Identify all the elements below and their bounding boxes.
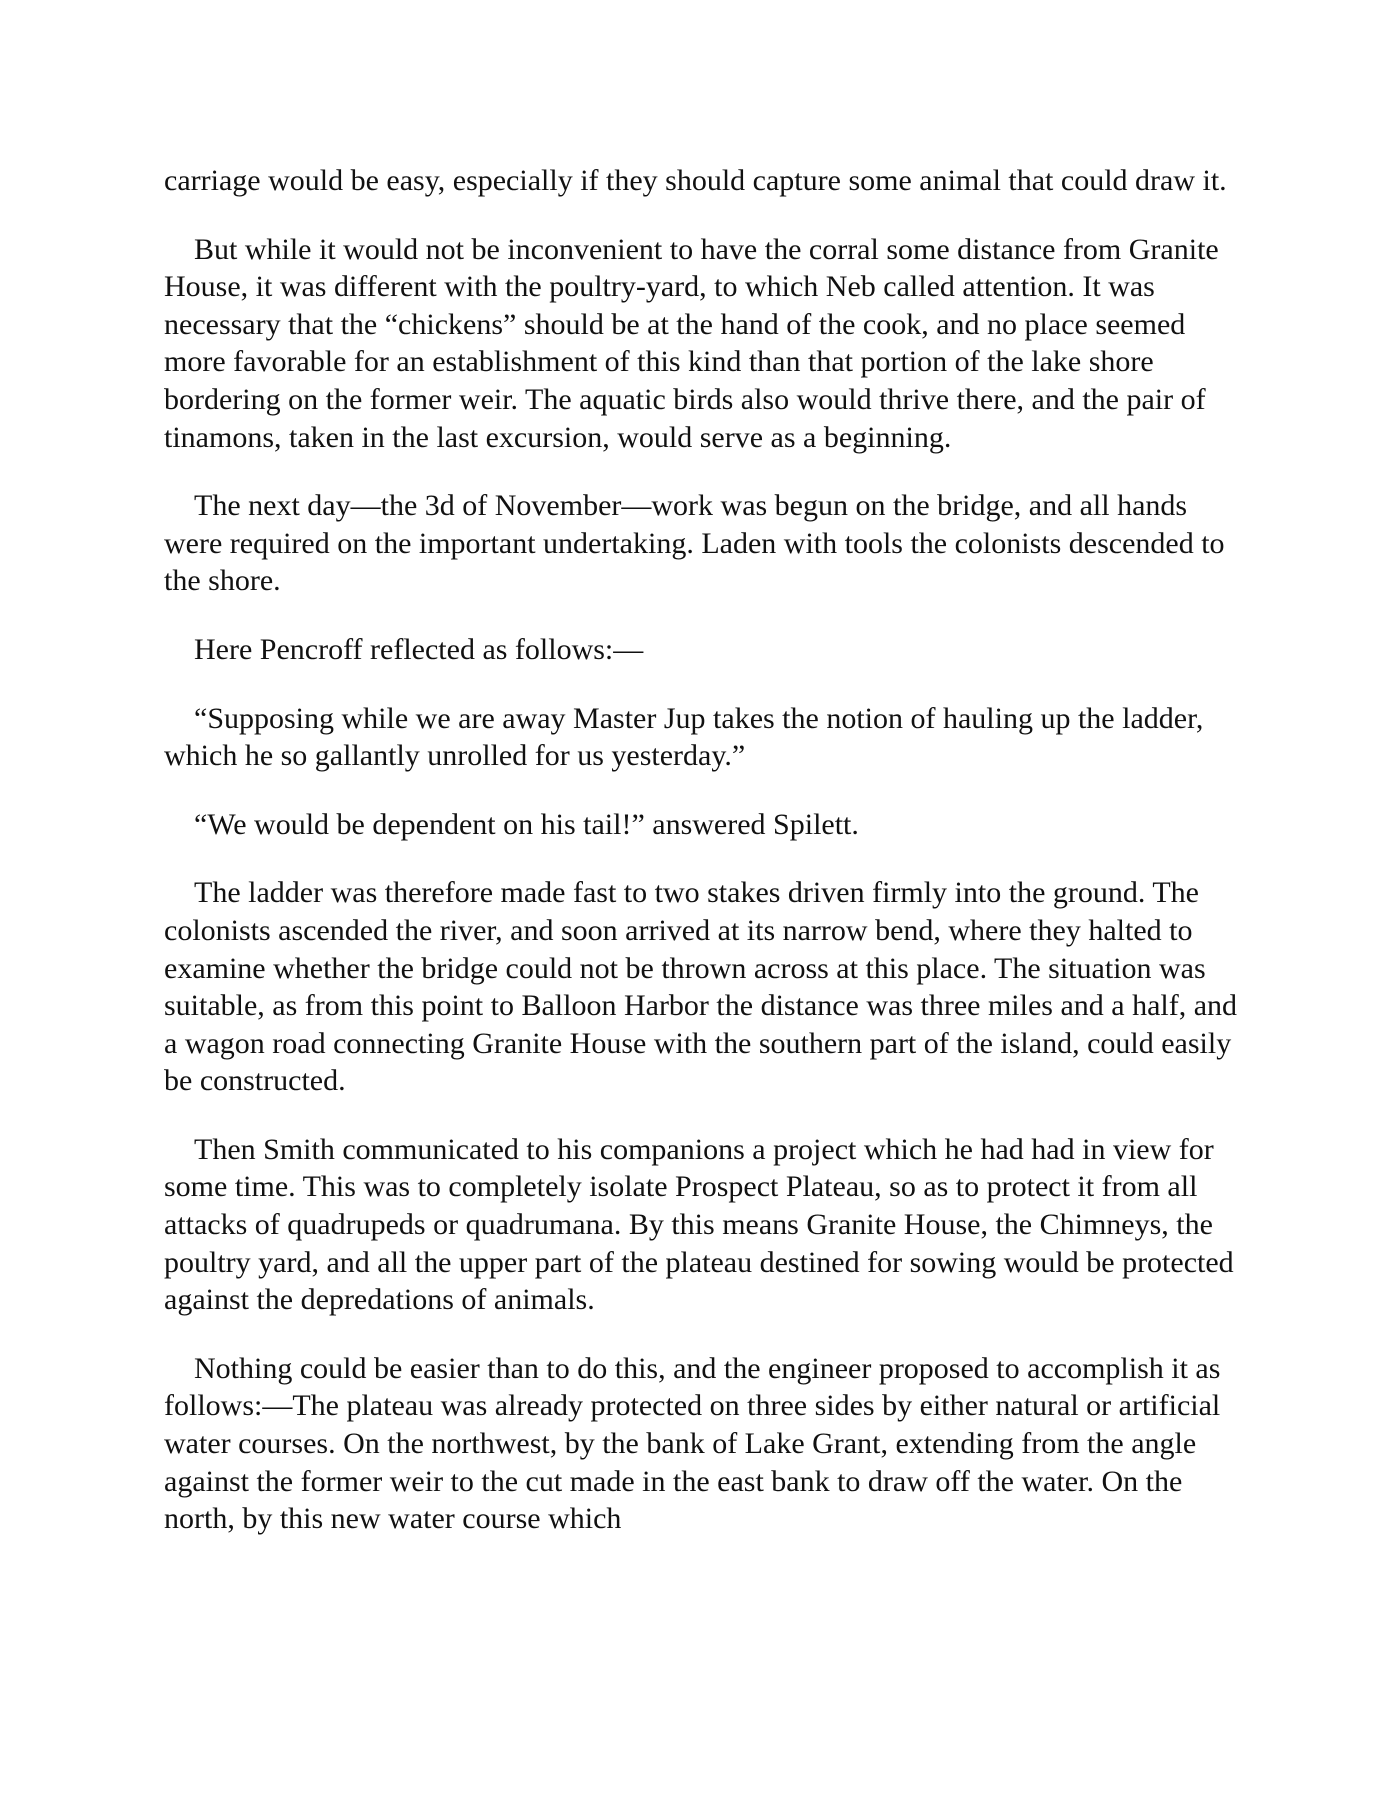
paragraph-9: Nothing could be easier than to do this, and the engineer proposed to accomplish it as follows:—The plateau was already protected on three sides by either natural or artificial water courses. On the northwest, by the bank of Lake Grant, extending from the angle against the former weir to the cut made in the east bank to draw off the water. On the north, by this new water course which — [164, 1351, 1221, 1536]
paragraph-5: “Supposing while we are away Master Jup takes the notion of hauling up the ladder, which he so gallantly unrolled for us yesterday.” — [164, 701, 1204, 773]
paragraph-6: “We would be dependent on his tail!” answered Spilett. — [194, 807, 859, 841]
document-page — [164, 162, 1239, 1569]
paragraph-1: carriage would be easy, especially if they should capture some animal that could draw it. — [164, 164, 1227, 197]
paragraph-3: The next day—the 3d of November—work was begun on the bridge, and all hands were required on the important undertaking. Laden with tools the colonists descended to the shore. — [164, 489, 1225, 598]
paragraph-2: But while it would not be inconvenient to have the corral some distance from Granite House, it was different with the poultry-yard, to which Neb called attention. It was necessary that the “chickens” should be at the hand of the cook, and no place seemed more favorable for an establishment of this kind than that portion of the lake shore bordering on the former weir. The aquatic birds also would thrive there, and the pair of tinamons, taken in the last excursion, would serve as a beginning. — [164, 232, 1219, 454]
paragraph-4: Here Pencroff reflected as follows:— — [194, 632, 644, 666]
paragraph-7: The ladder was therefore made fast to two stakes driven firmly into the ground. The colonists ascended the river, and soon arrived at its narrow bend, where they halted to examine whether the bridge could not be thrown across at this place. The situation was suitable, as from this point to Balloon Harbor the distance was three miles and a half, and a wagon road connecting Granite House with the southern part of the island, could easily be constructed. — [164, 876, 1238, 1098]
paragraph-8: Then Smith communicated to his companions a project which he had had in view for some time. This was to completely isolate Prospect Plateau, so as to protect it from all attacks of quadrupeds or quadrumana. By this means Granite House, the Chimneys, the poultry yard, and all the upper part of the plateau destined for sowing would be protected against the depredations of animals. — [164, 1132, 1234, 1317]
